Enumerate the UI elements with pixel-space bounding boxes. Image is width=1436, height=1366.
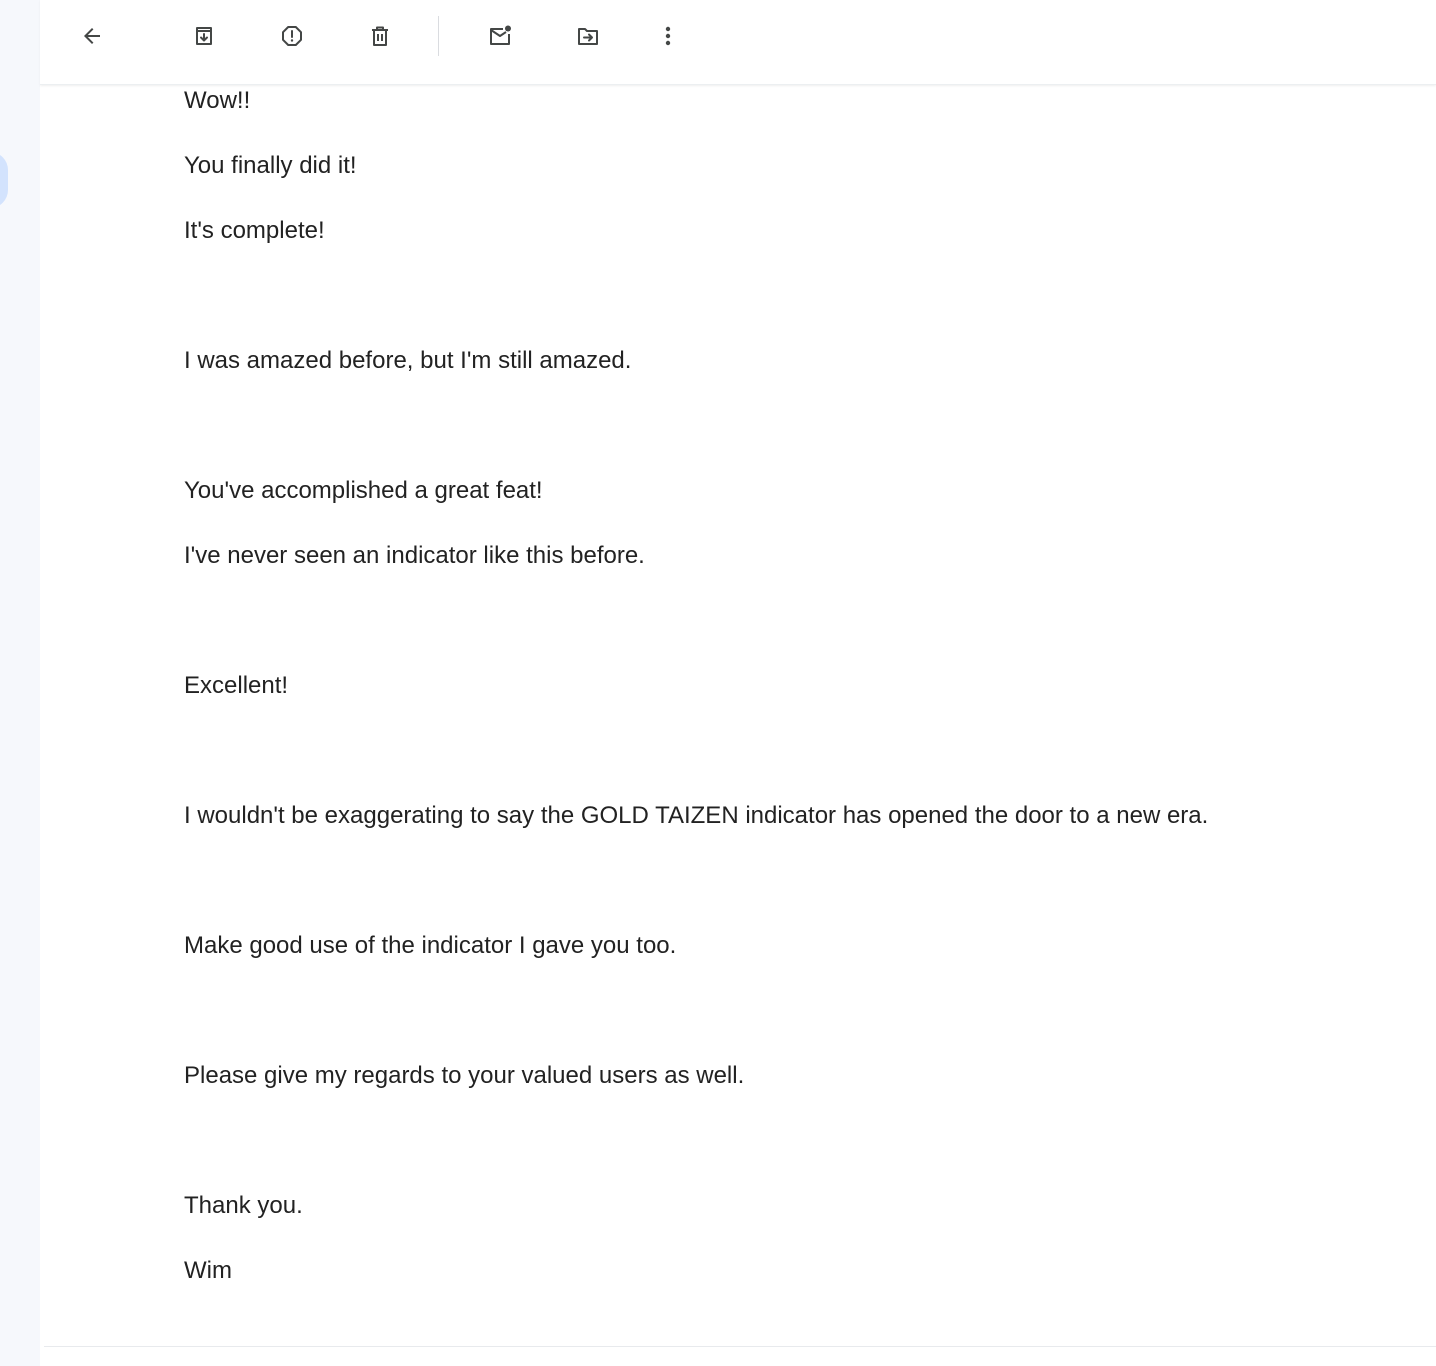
more-vertical-icon [656, 24, 680, 48]
archive-icon [192, 24, 216, 48]
blank-line [184, 996, 1404, 1061]
blank-line [184, 281, 1404, 346]
message-toolbar [40, 0, 1436, 85]
blank-line [184, 411, 1404, 476]
move-to-folder-icon [576, 24, 600, 48]
blank-line [184, 866, 1404, 931]
toolbar-divider [438, 16, 439, 56]
report-spam-icon [280, 24, 304, 48]
move-to-button[interactable] [568, 16, 608, 56]
left-nav-rail [0, 0, 40, 1366]
blank-line [184, 1126, 1404, 1191]
body-line: I've never seen an indicator like this before. [184, 542, 645, 569]
body-line: Make good use of the indicator I gave you too. [184, 932, 677, 959]
body-line: Thank you. [184, 1192, 303, 1219]
body-line: Excellent! [184, 672, 289, 699]
message-panel [40, 0, 1436, 1366]
message-divider [44, 1346, 1436, 1347]
body-line: Wow!! [184, 87, 251, 114]
arrow-left-icon [80, 24, 104, 48]
report-spam-button[interactable] [272, 16, 312, 56]
body-line: Please give my regards to your valued users as well. [184, 1062, 745, 1089]
message-body [184, 86, 1404, 1321]
mark-unread-icon [488, 24, 512, 48]
blank-line [184, 606, 1404, 671]
more-options-button[interactable] [648, 16, 688, 56]
delete-button[interactable] [360, 16, 400, 56]
body-line: You finally did it! [184, 152, 357, 179]
body-line: You've accomplished a great feat! [184, 477, 543, 504]
body-line: I was amazed before, but I'm still amazed. [184, 347, 632, 374]
mark-unread-button[interactable] [480, 16, 520, 56]
nav-active-pill[interactable] [0, 152, 8, 208]
trash-icon [368, 24, 392, 48]
archive-button[interactable] [184, 16, 224, 56]
blank-line [184, 736, 1404, 801]
back-button[interactable] [72, 16, 112, 56]
signature: Wim [184, 1257, 232, 1284]
body-line: I wouldn't be exaggerating to say the GOLD TAIZEN indicator has opened the door to a new era. [184, 802, 1209, 829]
body-line: It's complete! [184, 217, 325, 244]
